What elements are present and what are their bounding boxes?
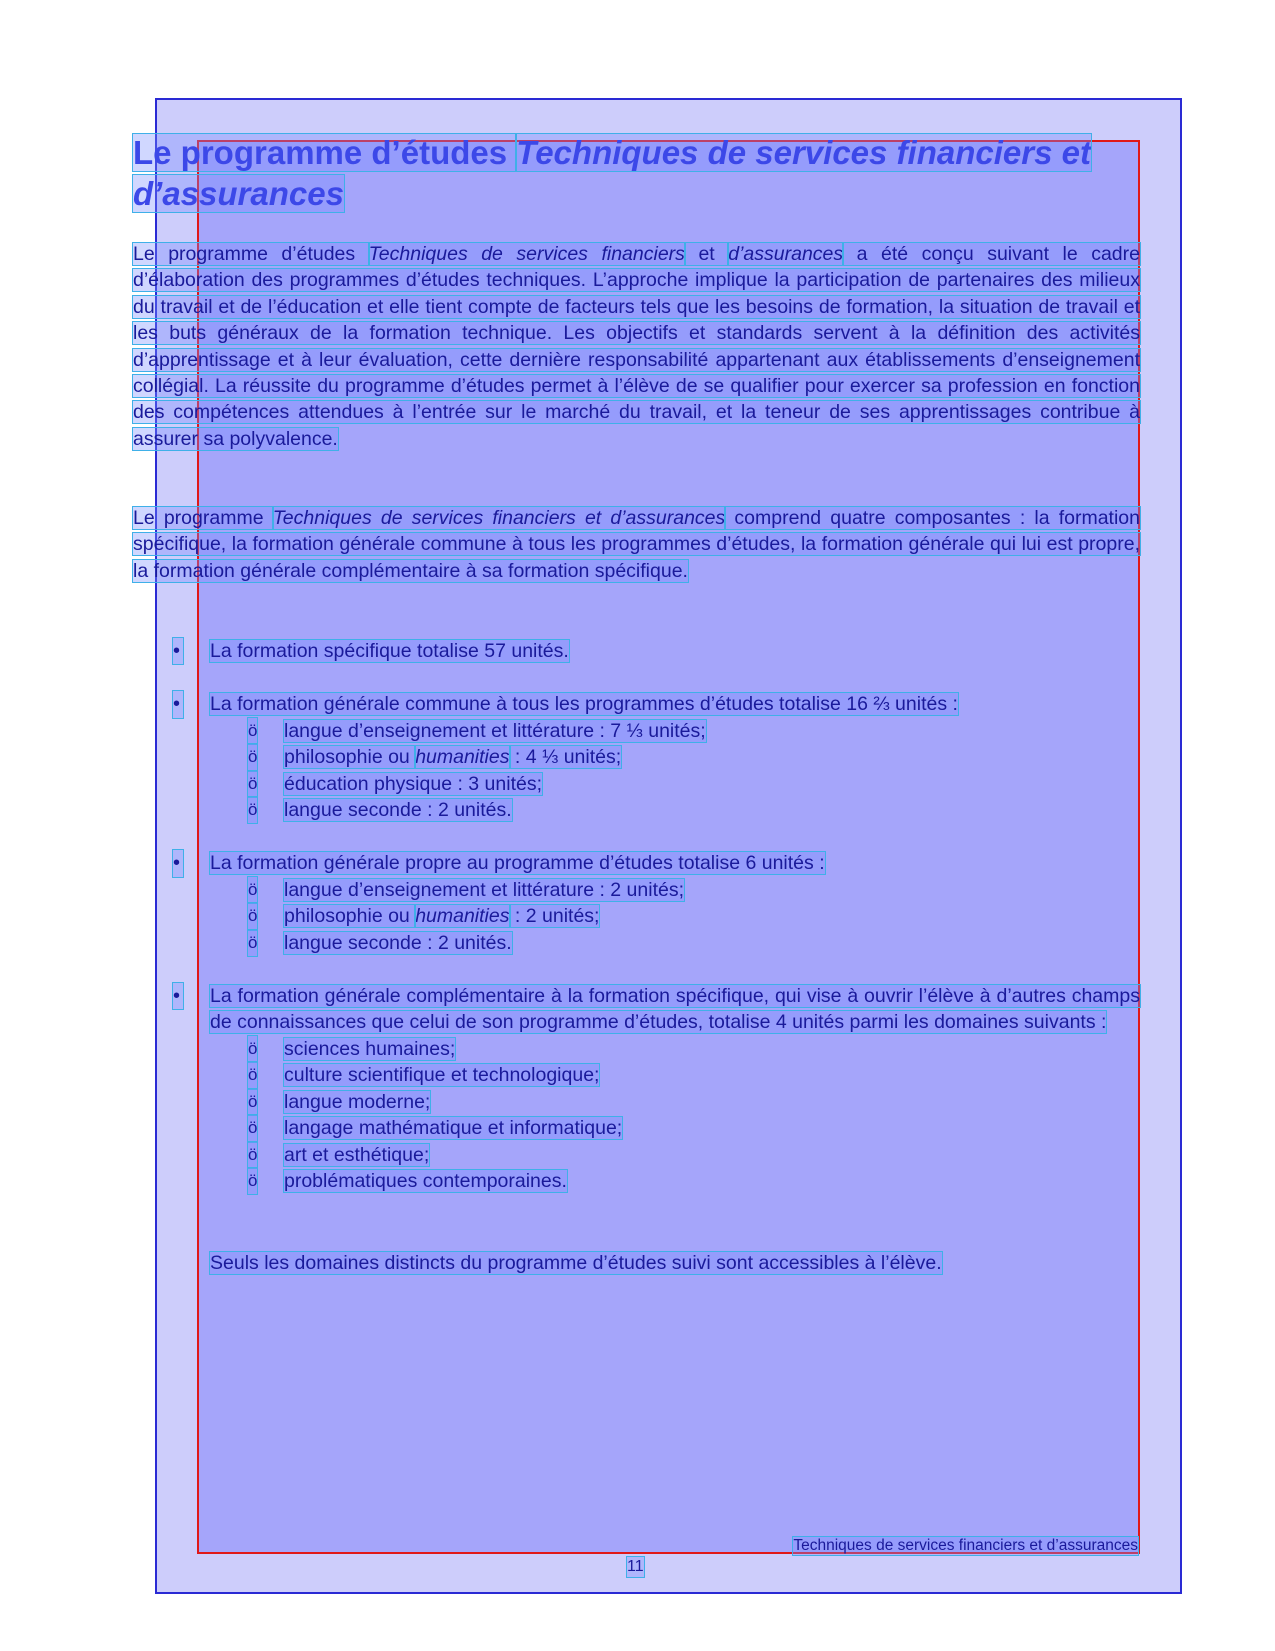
sub-item-before: sciences humaines; [284,1037,456,1060]
bullet-text: La formation générale propre au programme d’études totalise 6 unités : [210,852,825,875]
components-before: Le programme [133,507,273,529]
bullet-text: La formation générale commune à tous les programmes d’études totalise 16 ⅔ unités : [210,693,958,716]
sub-list-item [210,1036,1140,1062]
sub-bullet-marker: ö [248,1062,257,1088]
sub-list [210,1036,1140,1194]
sub-bullet-marker: ö [248,1142,257,1168]
bullet-item [173,638,1140,664]
sub-list-item [210,797,1140,823]
bullet-text: La formation générale complémentaire à la formation spécifique, qui vise à ouvrir l’élève à d’autres champs de connaissances que celui de son programme d’études, totalise 4 unités parmi les domaines suivants : [210,985,1140,1034]
page-title [133,132,1133,214]
sub-bullet-marker: ö [248,1089,257,1115]
bullet-marker: • [173,691,183,717]
sub-item-before: philosophie ou [284,905,416,928]
sub-list-item [210,1115,1140,1141]
sub-item-before: culture scientifique et technologique; [284,1064,600,1087]
sub-list-item [210,930,1140,956]
sub-list-item [210,771,1140,797]
sub-bullet-marker: ö [248,1168,257,1194]
intro-after: a été conçu suivant le cadre d’élaboration des programmes d’études techniques. L’approche implique la participation de partenaires des milieux du travail et de l’éducation et elle tient compte de facteurs tels que les besoins de formation, la situation de travail et les buts généraux de la formation technique. Les objectifs et standards servent à la définition des activités d’apprentissage et à leur évaluation, cette dernière responsabilité appartenant aux établissements d’enseignement collégial. La réussite du programme d’études permet à l’élève de se qualifier pour exercer sa profession en fonction des compétences attendues à l’entrée sur le marché du travail, et la teneur de ses apprentissages contribue à assurer sa polyvalence. [133,243,1140,450]
sub-list-item [210,718,1140,744]
sub-list-item [210,1142,1140,1168]
sub-list-item [210,1168,1140,1194]
sub-list-item [210,1089,1140,1115]
bullet-marker: • [173,638,183,664]
closing-text: Seuls les domaines distincts du programme d’études suivi sont accessibles à l’élève. [210,1252,942,1274]
components-after: comprend quatre composantes : la formation spécifique, la formation générale commune à tous les programmes d’études, la formation générale qui lui est propre, la formation générale complémentaire à sa formation spécifique. [133,507,1140,582]
sub-item-before: problématiques contemporaines. [284,1169,567,1192]
bullet-text: La formation spécifique totalise 57 unités. [210,640,569,662]
formation-list [173,638,1140,1221]
sub-item-after: : 4 ⅓ unités; [509,746,622,769]
intro-italic-2: d’assurances [728,243,844,265]
sub-bullet-marker: ö [248,771,257,797]
sub-item-italic: humanities [415,746,510,769]
intro-before: Le programme d’études [133,243,369,265]
intro-mid: et [684,243,729,265]
sub-item-before: langue d’enseignement et littérature : 7 ⅓ unités; [284,719,706,742]
sub-item-after: : 2 unités; [509,905,600,928]
sub-bullet-marker: ö [248,718,257,744]
sub-list-item [210,744,1140,770]
sub-list-item [210,877,1140,903]
title-italic-text: Techniques de services financiers et d’assurances [133,134,1091,212]
sub-bullet-marker: ö [248,797,257,823]
bullet-marker: • [173,983,183,1009]
sub-item-before: langue moderne; [284,1090,431,1113]
sub-bullet-marker: ö [248,877,257,903]
sub-bullet-marker: ö [248,744,257,770]
sub-item-before: langue d’enseignement et littérature : 2 unités; [284,878,685,901]
sub-list-item [210,1062,1140,1088]
footer-program-name: Techniques de services financiers et d’assurances [793,1537,1138,1554]
intro-italic-1: Techniques de services financiers [368,243,685,265]
intro-paragraph [133,241,1140,452]
bullet-item [173,983,1140,1194]
sub-bullet-marker: ö [248,1115,257,1141]
sub-item-before: langage mathématique et informatique; [284,1117,623,1140]
sub-item-italic: humanities [415,905,510,928]
sub-bullet-marker: ö [248,1036,257,1062]
components-paragraph [133,505,1140,584]
sub-item-before: philosophie ou [284,746,416,769]
sub-list [210,718,1140,824]
components-italic: Techniques de services financiers et d’assurances [272,507,726,529]
bullet-item [173,691,1140,823]
sub-list-item [210,903,1140,929]
sub-bullet-marker: ö [248,930,257,956]
sub-item-before: éducation physique : 3 unités; [284,772,543,795]
sub-item-before: art et esthétique; [284,1143,430,1166]
sub-bullet-marker: ö [248,903,257,929]
sub-list [210,877,1140,956]
bullet-marker: • [173,850,183,876]
page-number: 11 [627,1558,644,1575]
bullet-item [173,850,1140,956]
title-text: Le programme d’études [133,134,517,171]
sub-item-before: langue seconde : 2 unités. [284,799,512,822]
closing-note [210,1250,1130,1276]
sub-item-before: langue seconde : 2 unités. [284,931,512,954]
